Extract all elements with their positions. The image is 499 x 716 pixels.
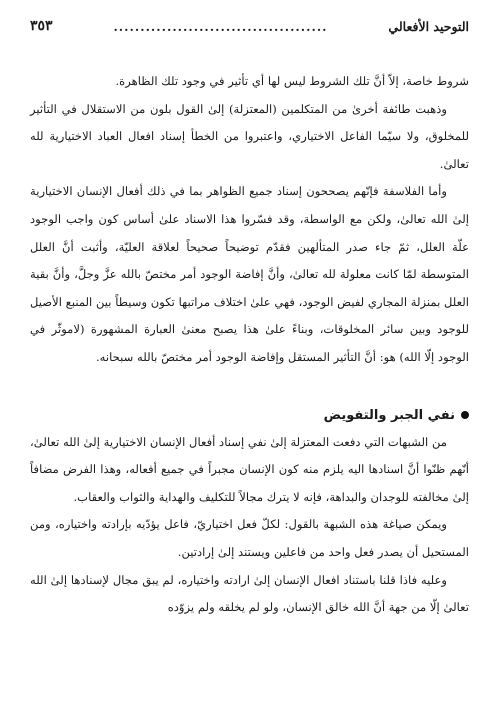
paragraph-consequence: وعليه فاذا قلنا باستناد افعال الإنسان إلىٰ ارادته واختياره، لم يبق مجال لإسنادها إلىٰ الله تعالىٰ إلّا من جهة أنَّ الله خالق الإنسان، ولو لم يخلقه ولم يزوّده — [30, 572, 469, 615]
paragraph-mutazila: وذهبت طائفة أخرىٰ من المتكلمين (المعتزلة) إلىٰ القول بلون من الاستقلال في التأثير للمخلوق، ولا سيّما الفاعل الاختياري، واعتبروا من الخطأ إسناد افعال العباد الاختيارية لله تعالىٰ. — [30, 101, 469, 171]
paragraph-doubt: من الشبهات التي دفعت المعتزلة إلىٰ نفي إسناد أفعال الإنسان الاختيارية إلىٰ الله تعالىٰ، أنّهم ظنّوا أنَّ اسنادها اليه يلزم منه كون الإنسان مجبراً في جميع أفعاله، وهذا الفرض مضافاً إلىٰ مخالفته للوجدان والبداهة، فإنه لا يترك مجالاً للتكليف والهداية والثواب والعقاب. — [30, 434, 469, 504]
page-number: ٣٥٣ — [30, 18, 53, 34]
body-text — [30, 68, 469, 622]
running-header — [30, 14, 469, 38]
chapter-title: التوحيد الأفعالي — [388, 18, 469, 34]
bullet-icon — [461, 411, 469, 419]
section-heading — [30, 402, 469, 429]
dot-leader: ........................................ — [113, 18, 328, 34]
section-heading-text: نفي الجبر والتفويض — [323, 407, 455, 423]
book-page — [30, 14, 469, 706]
paragraph-continuation: شروط خاصة، إلاّ أنَّ تلك الشروط ليس لها أي تأثير في وجود تلك الظاهرة. — [115, 74, 469, 88]
paragraph-formulation: ويمكن صياغة هذه الشبهة بالقول: لكلّ فعل اختياريّ، فاعل يؤدّيه بإرادته واختياره، ومن المستحيل أن يصدر فعل واحد من فاعلين ويستند إلىٰ إرادتين. — [30, 517, 469, 559]
paragraph-philosophers: وأما الفلاسفة فإنّهم يصححون إسناد جميع الظواهر بما في ذلك أفعال الإنسان الاختيارية إلىٰ الله تعالىٰ، ولكن مع الواسطة، وقد فسّروا هذا الاسناد علىٰ أساس كون واجب الوجود علّة العلل، ثمّ جاء صدر المتألهين فقدّم توضيحاً صحيحاً لعلاقة العليّة، وأثبت أنَّ العلل المتوسطة لمّا كانت معلولة لله تعالىٰ، وأنَّ إفاضة الوجود أمر مختصّ بالله عزَّ وجلَّ، وأنَّ بقية العلل بمنزلة المجاري لفيض الوجود، فهي علىٰ اختلاف مراتبها تكون وسيطاً بين المنبع الأصيل للوجود وبين سائر المخلوقات، وبناءً علىٰ هذا يصبح معنىٰ العبارة المشهورة (لاموثّر في الوجود إلّا الله) هو: أنَّ التأثير المستقل وإفاضة الوجود أمر مختصّ بالله سبحانه. — [30, 184, 469, 364]
